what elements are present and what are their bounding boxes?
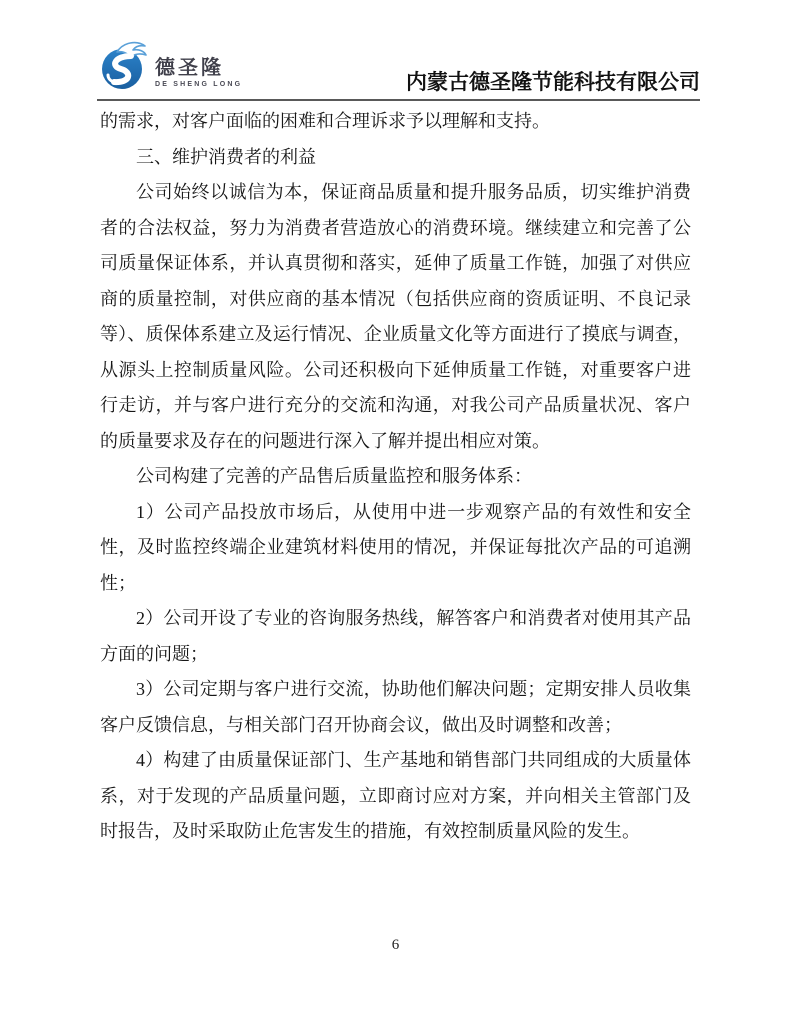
page-number: 6 xyxy=(391,937,400,953)
document-body xyxy=(100,104,691,850)
company-name: 内蒙古德圣隆节能科技有限公司 xyxy=(406,70,700,94)
page-header xyxy=(97,36,700,98)
paragraph: 公司构建了完善的产品售后质量监控和服务体系： xyxy=(136,466,532,486)
dragon-s-emblem-icon xyxy=(97,36,153,99)
paragraph: 3）公司定期与客户进行交流，协助他们解决问题；定期安排人员收集客户反馈信息，与相关部门召开协商会议，做出及时调整和改善； xyxy=(100,679,691,735)
logo-english-name: DE SHENG LONG xyxy=(155,80,243,88)
logo-text xyxy=(155,58,242,88)
header-divider xyxy=(97,99,700,101)
logo-chinese-name: 德圣隆 xyxy=(155,56,224,79)
section-heading: 三、维护消费者的利益 xyxy=(136,146,316,167)
paragraph: 1）公司产品投放市场后，从使用中进一步观察产品的有效性和安全性，及时监控终端企业建筑材料使用的情况，并保证每批次产品的可追溯性； xyxy=(100,501,691,593)
company-logo xyxy=(97,36,242,99)
paragraph: 公司始终以诚信为本，保证商品质量和提升服务品质，切实维护消费者的合法权益，努力为消费者营造放心的消费环境。继续建立和完善了公司质量保证体系，并认真贯彻和落实，延伸了质量工作链，加强了对供应商的质量控制，对供应商的基本情况（包括供应商的资质证明、不良记录等）、质保体系建立及运行情况、企业质量文化等方面进行了摸底与调查，从源头上控制质量风险。公司还积极向下延伸质量工作链，对重要客户进行走访，并与客户进行充分的交流和沟通，对我公司产品质量状况、客户的质量要求及存在的问题进行深入了解并提出相应对策。 xyxy=(100,182,691,451)
page-footer xyxy=(0,936,791,954)
paragraph: 的需求，对客户面临的困难和合理诉求予以理解和支持。 xyxy=(100,111,550,131)
paragraph: 4）构建了由质量保证部门、生产基地和销售部门共同组成的大质量体系，对于发现的产品质量问题，立即商讨应对方案，并向相关主管部门及时报告，及时采取防止危害发生的措施，有效控制质量风险的发生。 xyxy=(100,750,691,841)
paragraph: 2）公司开设了专业的咨询服务热线，解答客户和消费者对使用其产品方面的问题； xyxy=(100,608,691,664)
